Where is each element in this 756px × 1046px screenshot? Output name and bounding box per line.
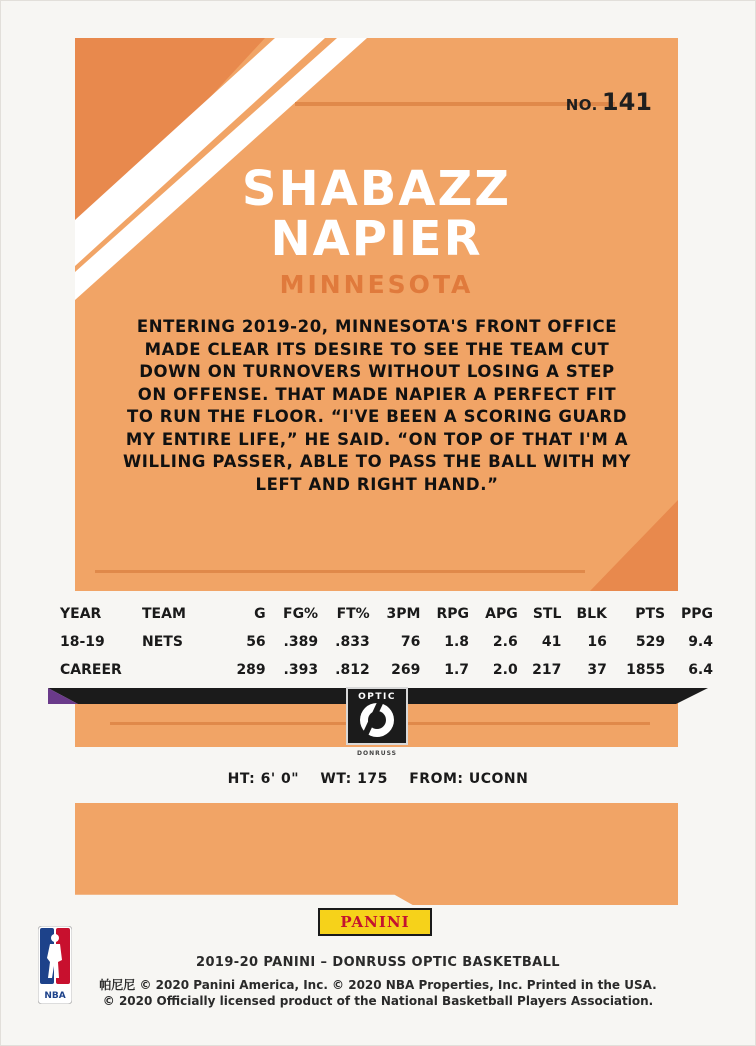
header-stl: STL — [532, 606, 562, 622]
stats-header-row — [48, 600, 713, 628]
table-cell: 1855 — [626, 662, 666, 678]
table-cell: 529 — [635, 634, 666, 650]
table-cell: 76 — [400, 634, 421, 650]
table-cell: 9.4 — [688, 634, 713, 650]
bio-panel — [75, 38, 678, 591]
player-bio: ENTERING 2019-20, MINNESOTA'S FRONT OFFICE MADE CLEAR ITS DESIRE TO SEE THE TEAM CUT DOWN ON TURNOVERS WITHOUT LOSING A STEP ON OFFENSE. THAT MADE NAPIER A PERFECT FIT TO RUN THE FLOOR. “I'VE BEEN A SCORING GUARD MY ENTIRE LIFE,” HE SAID. “ON TOP OF THAT I'M A WILLING PASSER, ABLE TO PASS THE BALL WITH MY LEFT AND RIGHT HAND.” — [122, 317, 631, 494]
table-cell: .833 — [335, 634, 370, 650]
copyright-line-1: 帕尼尼 © 2020 Panini America, Inc. © 2020 NBA Properties, Inc. Printed in the USA. — [99, 978, 657, 992]
header-year: YEAR — [60, 606, 102, 622]
header-blk: BLK — [576, 606, 607, 622]
header-apg: APG — [485, 606, 518, 622]
optic-label: OPTIC — [358, 692, 396, 702]
table-cell: 41 — [541, 634, 562, 650]
header-g: G — [254, 606, 266, 622]
stats-row-season — [48, 628, 713, 656]
bottom-rule — [95, 570, 585, 573]
table-cell: 16 — [587, 634, 607, 650]
weight: WT: 175 — [320, 771, 388, 787]
height: HT: 6' 0" — [227, 771, 300, 787]
panel-decoration — [75, 38, 678, 591]
optic-badge — [346, 687, 408, 745]
physical-info — [0, 771, 756, 787]
table-cell: 18-19 — [60, 634, 105, 650]
header-team: TEAM — [142, 606, 186, 622]
panini-logo: PANINI — [318, 908, 432, 936]
corner-triangle-bottom — [590, 500, 678, 591]
table-cell: NETS — [142, 634, 183, 650]
optic-logo — [346, 687, 408, 757]
table-cell — [142, 656, 222, 684]
college: FROM: UCONN — [409, 771, 529, 787]
stats-row-career — [48, 656, 713, 684]
table-cell: CAREER — [60, 662, 122, 678]
table-cell: 1.7 — [444, 662, 470, 678]
header-pts: PTS — [635, 606, 666, 622]
player-first-name: SHABAZZ — [241, 161, 512, 217]
table-cell: 289 — [236, 662, 266, 678]
table-cell: 269 — [391, 662, 421, 678]
header-rpg: RPG — [436, 606, 470, 622]
donruss-label: DONRUSS — [357, 750, 397, 757]
table-cell: 217 — [532, 662, 562, 678]
header-ft: FT% — [336, 606, 370, 622]
team-name: MINNESOTA — [279, 270, 474, 299]
table-cell: 37 — [587, 662, 607, 678]
table-cell: .389 — [283, 634, 319, 650]
stats-table — [48, 600, 713, 684]
card-number-prefix: NO. — [565, 96, 598, 114]
header-fg: FG% — [283, 606, 319, 622]
copyright-line-2: © 2020 Officially licensed product of the National Basketball Players Association. — [102, 994, 654, 1008]
nba-logo-text: NBA — [44, 991, 66, 1001]
table-cell: 6.4 — [688, 662, 713, 678]
header-ppg: PPG — [680, 606, 713, 622]
table-cell: .393 — [283, 662, 319, 678]
table-cell: 2.6 — [492, 634, 518, 650]
lower-panel — [75, 803, 678, 905]
card-number-block — [566, 88, 652, 116]
table-cell: 1.8 — [444, 634, 470, 650]
table-cell: 2.0 — [492, 662, 518, 678]
table-cell: .812 — [335, 662, 370, 678]
table-cell: 56 — [246, 634, 266, 650]
set-title: 2019-20 PANINI – DONRUSS OPTIC BASKETBALL — [196, 955, 560, 970]
card-number: 141 — [601, 88, 652, 116]
header-3pm: 3PM — [386, 606, 421, 622]
player-last-name: NAPIER — [270, 211, 483, 267]
